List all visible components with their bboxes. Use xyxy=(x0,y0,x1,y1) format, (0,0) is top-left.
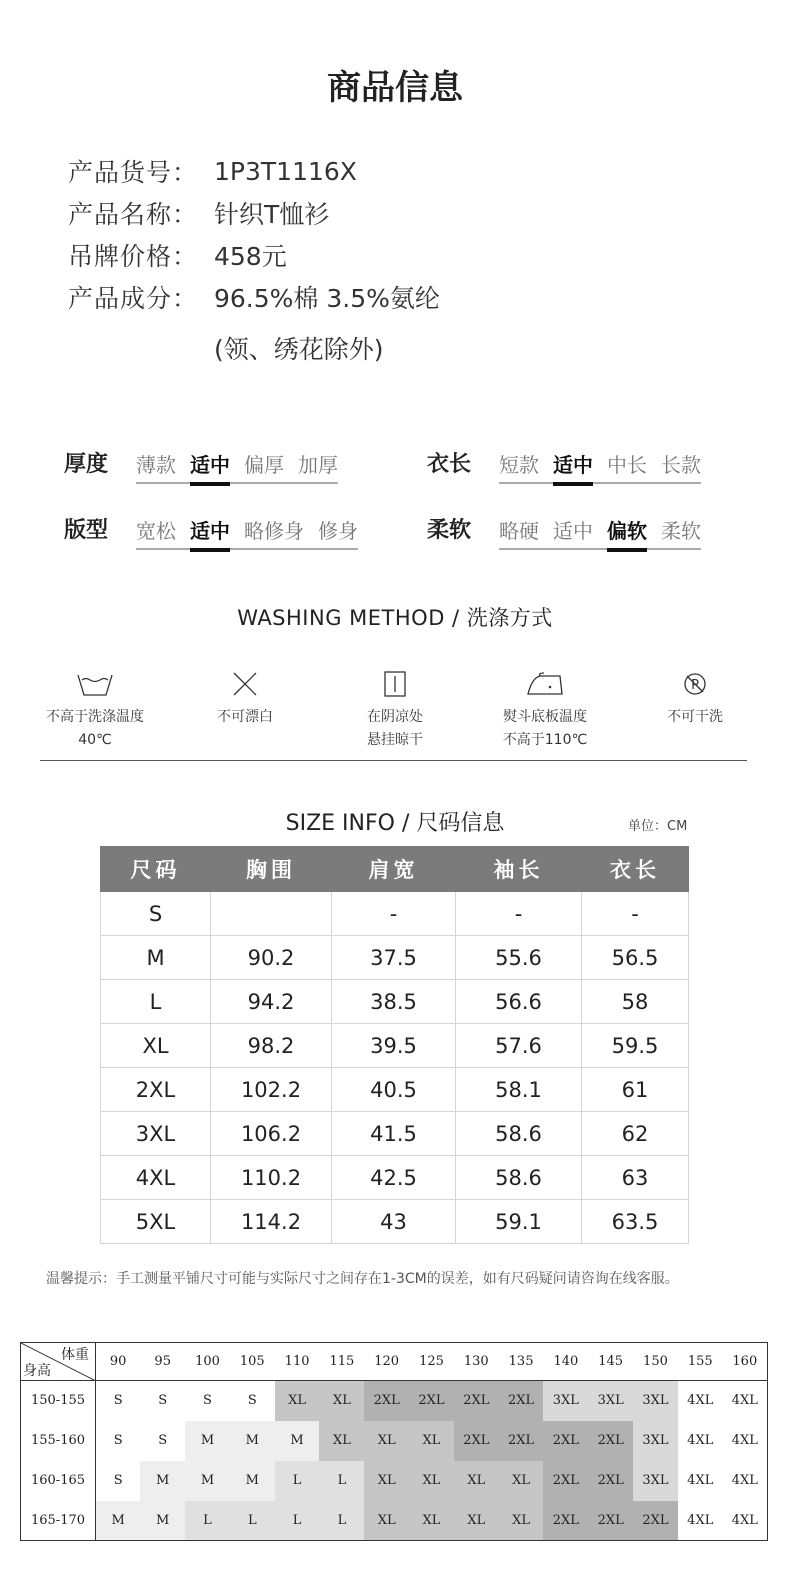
table-cell: 56.5 xyxy=(582,936,689,980)
size-table xyxy=(100,846,689,1244)
attr-options xyxy=(499,516,701,550)
divider xyxy=(40,760,747,761)
hang-dry-shade-icon xyxy=(383,671,407,697)
attr-softness xyxy=(427,516,701,550)
size-cell: 3XL xyxy=(633,1461,678,1501)
weight-header: 160 xyxy=(723,1343,768,1381)
size-cell: XL xyxy=(364,1421,409,1461)
washing-title: WASHING METHOD / 洗涤方式 xyxy=(237,606,553,630)
size-cell: 2XL xyxy=(454,1381,499,1421)
weight-header: 155 xyxy=(678,1343,723,1381)
size-cell: 2XL xyxy=(588,1501,633,1541)
table-cell: 110.2 xyxy=(211,1156,332,1200)
iron-icon xyxy=(526,672,564,696)
attr-option: 略修身 xyxy=(244,519,304,543)
table-row xyxy=(21,1421,768,1461)
attr-option: 宽松 xyxy=(136,519,176,543)
table-row xyxy=(21,1501,768,1541)
weight-header: 130 xyxy=(454,1343,499,1381)
size-cell: 2XL xyxy=(633,1501,678,1541)
corner-weight-label: 体重 xyxy=(61,1347,89,1363)
table-cell: 63 xyxy=(582,1156,689,1200)
size-info-title: SIZE INFO / 尺码信息 xyxy=(285,811,505,836)
attr-fit xyxy=(64,516,358,550)
attr-option: 修身 xyxy=(318,519,358,543)
attr-option-selected: 适中 xyxy=(190,516,230,546)
size-cell: 3XL xyxy=(588,1381,633,1421)
table-row xyxy=(101,980,689,1024)
size-cell: 4XL xyxy=(678,1461,723,1501)
size-reference-table xyxy=(20,1342,768,1541)
size-cell: XL xyxy=(454,1501,499,1541)
no-dry-clean-icon xyxy=(682,671,708,697)
wash-text-line1: 在阴凉处 xyxy=(367,709,423,725)
table-row xyxy=(101,1112,689,1156)
attr-option: 适中 xyxy=(553,519,593,543)
size-column-header: 衣长 xyxy=(582,847,689,892)
size-cell: XL xyxy=(364,1501,409,1541)
size-cell: M xyxy=(275,1421,320,1461)
wash-item-bleach xyxy=(170,668,320,752)
no-bleach-icon xyxy=(231,671,259,697)
attr-option: 偏厚 xyxy=(244,453,284,477)
weight-header: 90 xyxy=(96,1343,141,1381)
info-row-price xyxy=(68,234,440,276)
table-cell: 58 xyxy=(582,980,689,1024)
table-cell: 94.2 xyxy=(211,980,332,1024)
info-value: 458元 xyxy=(214,242,287,271)
table-cell: 39.5 xyxy=(332,1024,456,1068)
attr-label: 厚度 xyxy=(64,452,109,477)
size-column-header: 尺码 xyxy=(101,847,211,892)
size-cell: XL xyxy=(454,1461,499,1501)
table-row xyxy=(101,1068,689,1112)
size-cell: 4XL xyxy=(723,1461,768,1501)
table-cell: 114.2 xyxy=(211,1200,332,1244)
size-cell: L xyxy=(319,1501,364,1541)
size-cell: 3XL xyxy=(633,1421,678,1461)
attr-label: 柔软 xyxy=(427,518,472,543)
attr-option: 略硬 xyxy=(499,519,539,543)
table-cell: XL xyxy=(101,1024,211,1068)
size-cell: 2XL xyxy=(543,1421,588,1461)
size-table-header xyxy=(101,847,689,892)
size-cell: 2XL xyxy=(543,1461,588,1501)
table-cell: - xyxy=(332,892,456,936)
attr-label: 衣长 xyxy=(427,452,472,477)
info-value: 1P3T1116X xyxy=(214,156,357,186)
size-cell: XL xyxy=(499,1501,544,1541)
info-row-material xyxy=(68,276,440,318)
table-cell: M xyxy=(101,936,211,980)
wash-text-line2: 不高于110℃ xyxy=(502,732,588,748)
weight-header: 95 xyxy=(140,1343,185,1381)
page-title: 商品信息 xyxy=(327,68,463,108)
size-cell: M xyxy=(230,1421,275,1461)
table-cell: 42.5 xyxy=(332,1156,456,1200)
weight-header: 110 xyxy=(275,1343,320,1381)
size-cell: 3XL xyxy=(543,1381,588,1421)
info-row-sku xyxy=(68,150,440,192)
attr-option: 长款 xyxy=(661,453,701,477)
table-cell: 58.6 xyxy=(456,1112,582,1156)
table-cell: 3XL xyxy=(101,1112,211,1156)
size-cell: 2XL xyxy=(588,1461,633,1501)
corner-height-label: 身高 xyxy=(23,1363,51,1379)
table-cell: 56.6 xyxy=(456,980,582,1024)
table-row xyxy=(21,1461,768,1501)
table-cell: 38.5 xyxy=(332,980,456,1024)
size-cell: XL xyxy=(409,1461,454,1501)
info-key: 吊牌价格： xyxy=(68,242,199,271)
size-cell: 2XL xyxy=(409,1381,454,1421)
table-cell: 40.5 xyxy=(332,1068,456,1112)
attr-label: 版型 xyxy=(64,518,109,543)
table-cell: L xyxy=(101,980,211,1024)
table-cell xyxy=(211,892,332,936)
size-cell: 2XL xyxy=(499,1421,544,1461)
height-label: 165-170 xyxy=(21,1501,96,1541)
table-row xyxy=(21,1381,768,1421)
size-cell: L xyxy=(275,1501,320,1541)
measurement-tip: 温馨提示：手工测量平铺尺寸可能与实际尺寸之间存在1-3CM的误差，如有尺码疑问请咨询在线客服。 xyxy=(46,1271,679,1287)
size-cell: 4XL xyxy=(723,1501,768,1541)
table-cell: 61 xyxy=(582,1068,689,1112)
height-label: 160-165 xyxy=(21,1461,96,1501)
wash-tub-icon xyxy=(76,671,114,697)
table-cell: 102.2 xyxy=(211,1068,332,1112)
table-cell: 2XL xyxy=(101,1068,211,1112)
size-cell: XL xyxy=(499,1461,544,1501)
attr-length xyxy=(427,450,701,484)
attr-option: 加厚 xyxy=(298,453,338,477)
size-unit: 单位：CM xyxy=(628,819,688,834)
wash-item-iron xyxy=(470,668,620,752)
attr-options xyxy=(136,450,338,484)
weight-header: 145 xyxy=(588,1343,633,1381)
size-cell: 4XL xyxy=(723,1421,768,1461)
size-cell: 4XL xyxy=(723,1381,768,1421)
size-cell: S xyxy=(96,1421,141,1461)
size-cell: M xyxy=(140,1461,185,1501)
table-cell: 4XL xyxy=(101,1156,211,1200)
table-row xyxy=(101,1024,689,1068)
info-row-name xyxy=(68,192,440,234)
size-cell: 4XL xyxy=(678,1421,723,1461)
size-cell: XL xyxy=(409,1501,454,1541)
attr-option-selected: 适中 xyxy=(553,450,593,480)
size-cell: 3XL xyxy=(633,1381,678,1421)
weight-header: 135 xyxy=(499,1343,544,1381)
washing-icons xyxy=(20,668,770,752)
size-cell: 2XL xyxy=(364,1381,409,1421)
size-cell: 2XL xyxy=(588,1421,633,1461)
reference-corner-cell xyxy=(21,1343,96,1381)
size-cell: S xyxy=(96,1461,141,1501)
info-key: 产品成分： xyxy=(68,284,199,313)
size-cell: M xyxy=(230,1461,275,1501)
table-cell: 58.6 xyxy=(456,1156,582,1200)
size-cell: XL xyxy=(364,1461,409,1501)
weight-header: 125 xyxy=(409,1343,454,1381)
wash-item-dry xyxy=(320,668,470,752)
wash-text-line2: 悬挂晾干 xyxy=(367,732,423,748)
height-label: 150-155 xyxy=(21,1381,96,1421)
size-cell: 2XL xyxy=(454,1421,499,1461)
size-cell: 4XL xyxy=(678,1501,723,1541)
size-column-header: 袖长 xyxy=(456,847,582,892)
wash-text-line1: 不高于洗涤温度 xyxy=(46,709,144,725)
size-column-header: 肩宽 xyxy=(332,847,456,892)
wash-text-line2: 40℃ xyxy=(78,732,112,748)
size-cell: XL xyxy=(275,1381,320,1421)
wash-item-temp xyxy=(20,668,170,752)
attr-options xyxy=(499,450,701,484)
weight-header: 150 xyxy=(633,1343,678,1381)
size-cell: M xyxy=(96,1501,141,1541)
attr-option-selected: 偏软 xyxy=(607,516,647,546)
attr-option: 中长 xyxy=(607,453,647,477)
wash-text-line1: 不可漂白 xyxy=(217,709,273,725)
table-cell: - xyxy=(582,892,689,936)
table-cell: 41.5 xyxy=(332,1112,456,1156)
height-label: 155-160 xyxy=(21,1421,96,1461)
size-cell: S xyxy=(185,1381,230,1421)
attr-options xyxy=(136,516,358,550)
size-cell: XL xyxy=(319,1381,364,1421)
size-cell: 4XL xyxy=(678,1381,723,1421)
attr-thickness xyxy=(64,450,338,484)
weight-header: 115 xyxy=(319,1343,364,1381)
table-cell: - xyxy=(456,892,582,936)
attr-option: 薄款 xyxy=(136,453,176,477)
attr-option: 短款 xyxy=(499,453,539,477)
size-cell: L xyxy=(319,1461,364,1501)
table-cell: 55.6 xyxy=(456,936,582,980)
weight-header: 100 xyxy=(185,1343,230,1381)
svg-text:P: P xyxy=(691,678,699,693)
table-cell: 37.5 xyxy=(332,936,456,980)
info-material-note: (领、绣花除外) xyxy=(214,335,384,364)
info-key: 产品名称： xyxy=(68,200,199,229)
table-cell: 106.2 xyxy=(211,1112,332,1156)
table-cell: 59.1 xyxy=(456,1200,582,1244)
table-cell: 58.1 xyxy=(456,1068,582,1112)
size-cell: L xyxy=(275,1461,320,1501)
size-cell: S xyxy=(140,1421,185,1461)
reference-header-row xyxy=(21,1343,768,1381)
size-cell: XL xyxy=(409,1421,454,1461)
table-cell: S xyxy=(101,892,211,936)
size-cell: 2XL xyxy=(543,1501,588,1541)
info-value: 96.5%棉 3.5%氨纶 xyxy=(214,284,440,313)
table-row xyxy=(101,936,689,980)
wash-item-dryclean xyxy=(620,668,770,752)
product-info xyxy=(68,150,440,364)
size-column-header: 胸围 xyxy=(211,847,332,892)
table-cell: 63.5 xyxy=(582,1200,689,1244)
size-cell: M xyxy=(185,1461,230,1501)
size-cell: S xyxy=(140,1381,185,1421)
size-cell: XL xyxy=(319,1421,364,1461)
size-cell: M xyxy=(185,1421,230,1461)
size-cell: M xyxy=(140,1501,185,1541)
weight-header: 120 xyxy=(364,1343,409,1381)
size-cell: S xyxy=(230,1381,275,1421)
info-value: 针织T恤衫 xyxy=(214,200,330,229)
weight-header: 105 xyxy=(230,1343,275,1381)
weight-header: 140 xyxy=(543,1343,588,1381)
attr-option-selected: 适中 xyxy=(190,450,230,480)
table-cell: 43 xyxy=(332,1200,456,1244)
table-cell: 5XL xyxy=(101,1200,211,1244)
table-row xyxy=(101,1156,689,1200)
table-cell: 62 xyxy=(582,1112,689,1156)
table-row xyxy=(101,892,689,936)
table-row xyxy=(101,1200,689,1244)
info-key: 产品货号： xyxy=(68,158,199,187)
wash-text-line1: 熨斗底板温度 xyxy=(503,709,587,725)
size-cell: S xyxy=(96,1381,141,1421)
size-cell: L xyxy=(185,1501,230,1541)
table-cell: 59.5 xyxy=(582,1024,689,1068)
size-cell: L xyxy=(230,1501,275,1541)
attr-option: 柔软 xyxy=(661,519,701,543)
table-cell: 90.2 xyxy=(211,936,332,980)
table-cell: 57.6 xyxy=(456,1024,582,1068)
table-cell: 98.2 xyxy=(211,1024,332,1068)
wash-text-line1: 不可干洗 xyxy=(667,709,723,725)
size-cell: 2XL xyxy=(499,1381,544,1421)
